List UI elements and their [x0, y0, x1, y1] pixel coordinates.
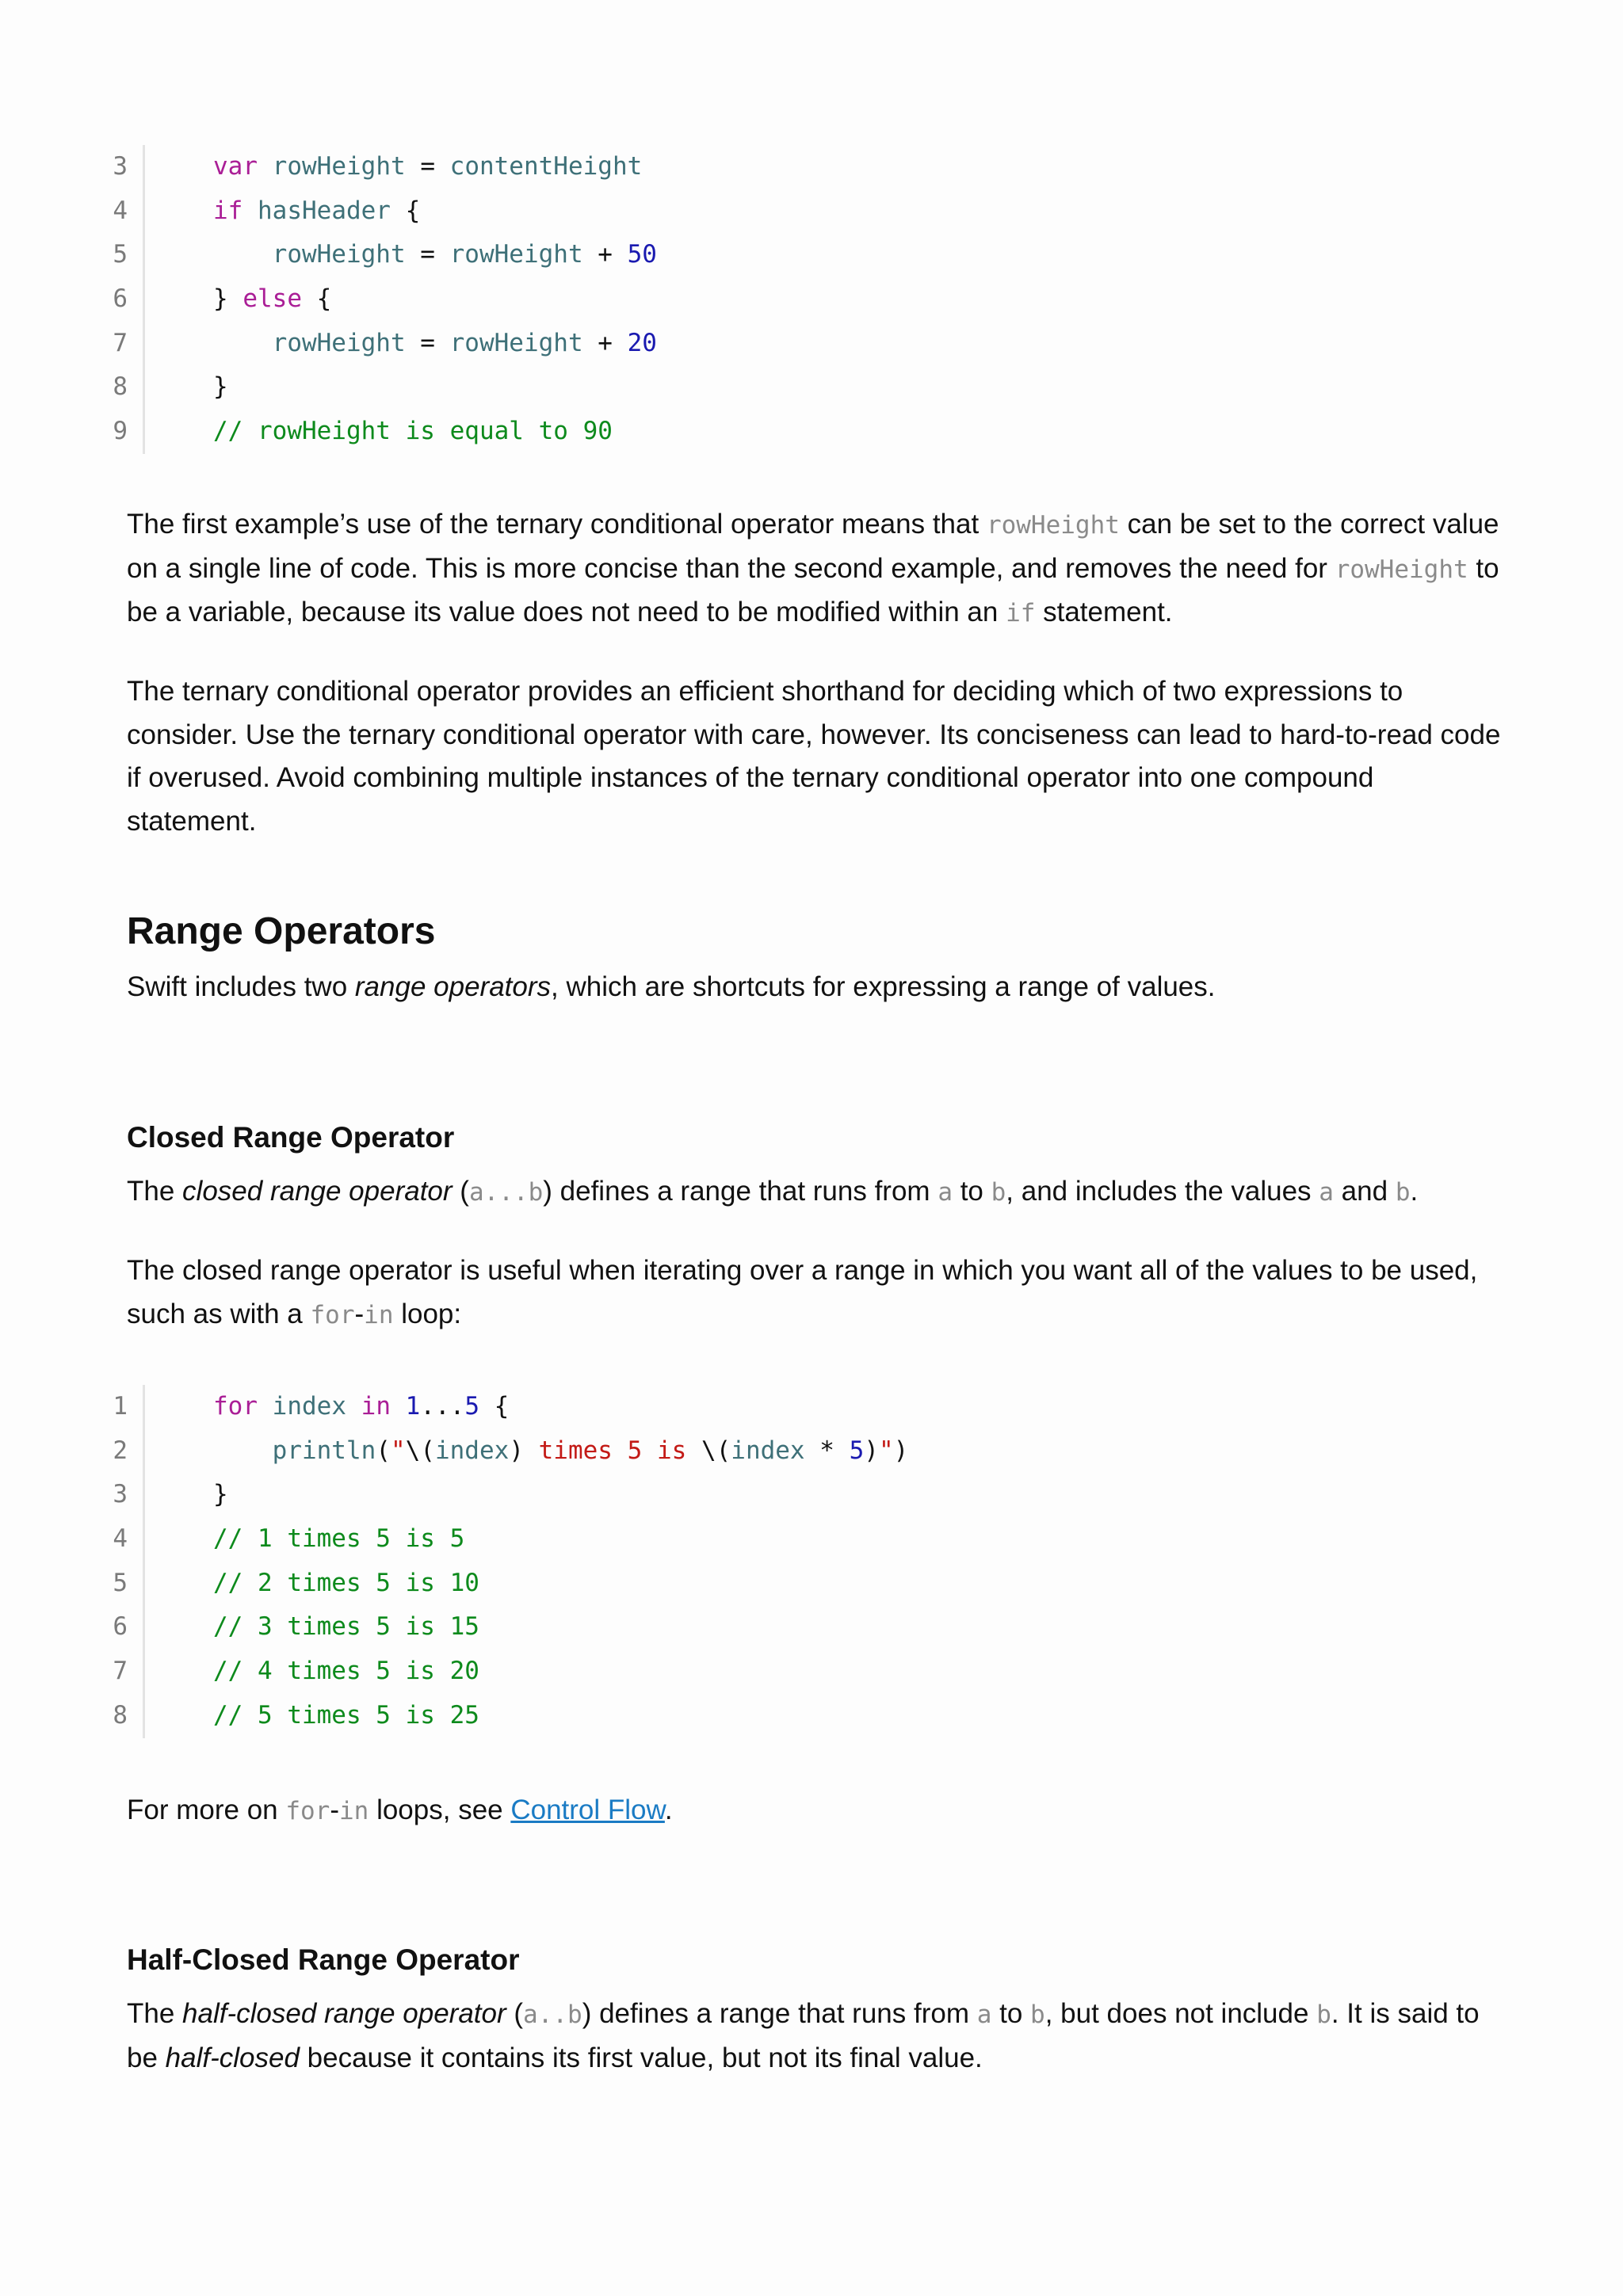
code-token: = [405, 328, 450, 357]
code-text [145, 1657, 479, 1685]
code-token: index [731, 1436, 805, 1465]
code-token: { [390, 196, 421, 225]
heading-closed-range-operator: Closed Range Operator [127, 1121, 455, 1154]
code-line [113, 189, 657, 234]
code-token: 20 [627, 328, 657, 357]
code-text [145, 1436, 908, 1465]
line-number: 6 [113, 1612, 128, 1642]
text: The [127, 1176, 183, 1207]
code-token: else [242, 284, 302, 314]
code-token: // rowHeight is equal to 90 [213, 417, 613, 446]
text: For more on [127, 1794, 286, 1825]
text: - [354, 1298, 365, 1329]
code-text [145, 152, 642, 181]
code-token: \( [405, 1436, 435, 1465]
line-number: 4 [113, 1524, 128, 1554]
paragraph-range-intro [127, 966, 1506, 1009]
code-token: var [213, 152, 258, 181]
code-token: + [582, 328, 628, 357]
inline-code: b [1316, 2000, 1331, 2029]
text: to be a variable, because its value does not need to be modified within an [127, 552, 1499, 627]
code-token: { [479, 1392, 510, 1421]
code-token: rowHeight [449, 328, 583, 357]
code-token: " [390, 1436, 406, 1465]
line-number: 9 [113, 417, 128, 446]
code-token: index [434, 1436, 510, 1465]
code-token: } [213, 1480, 228, 1509]
code-token: } [213, 372, 228, 402]
text: , which are shortcuts for expressing a range of values. [551, 971, 1216, 1002]
code-block-for-in [113, 1385, 909, 1738]
code-token [346, 1392, 361, 1421]
text: because it contains its first value, but not its final value. [299, 2042, 983, 2073]
code-line [113, 1694, 908, 1738]
emphasis: closed range operator [182, 1176, 453, 1207]
code-token: 1 [405, 1392, 421, 1421]
text: - [330, 1794, 340, 1825]
paragraph-more-on-loops [127, 1789, 1506, 1833]
code-token: ... [420, 1392, 465, 1421]
inline-code: rowHeight [986, 511, 1120, 540]
text: The closed range operator is useful when iterating over a range in which you want all of the values to be used, such as with a [127, 1255, 1478, 1329]
code-line [113, 1517, 908, 1562]
code-text [145, 1701, 479, 1730]
code-text [145, 1524, 464, 1553]
code-line [113, 410, 657, 454]
code-token: for [213, 1392, 258, 1421]
paragraph-half-closed-definition [127, 1993, 1506, 2080]
text: . It is said to be [127, 1998, 1480, 2073]
heading-range-operators: Range Operators [127, 910, 436, 952]
code-token: rowHeight [272, 240, 406, 269]
inline-code: a [938, 1178, 953, 1207]
line-number: 7 [113, 1657, 128, 1686]
code-token: // 5 times 5 is 25 [213, 1700, 479, 1730]
text: ( [452, 1176, 469, 1207]
code-token: // 4 times 5 is 20 [213, 1657, 479, 1686]
code-token: + [582, 240, 628, 269]
code-token: 50 [627, 240, 657, 269]
inline-code: a..b [523, 2000, 582, 2029]
code-line [113, 1385, 908, 1429]
text: The first example’s use of the ternary conditional operator means that [127, 509, 987, 540]
code-token [258, 1392, 273, 1421]
code-token: hasHeader [258, 196, 391, 225]
line-number: 8 [113, 372, 128, 402]
emphasis: half-closed range operator [182, 1998, 506, 2029]
line-number: 8 [113, 1700, 128, 1730]
code-text [145, 196, 420, 225]
code-token: index [272, 1392, 346, 1421]
text: ) defines a range that runs from [582, 1998, 977, 2029]
code-token: println [272, 1436, 376, 1465]
code-line [113, 1429, 909, 1474]
code-text [145, 372, 228, 401]
code-line [113, 1650, 908, 1694]
code-token: 5 [464, 1392, 480, 1421]
code-line [113, 233, 657, 277]
code-token: 5 [849, 1436, 865, 1465]
code-token: " [878, 1436, 894, 1465]
line-number: 5 [113, 1568, 128, 1597]
line-number: 3 [113, 152, 128, 181]
code-token: rowHeight [272, 328, 406, 357]
code-token: ) [509, 1436, 524, 1465]
text: ) defines a range that runs from [543, 1176, 938, 1207]
line-number: 7 [113, 328, 128, 357]
code-line [113, 277, 657, 322]
emphasis: range operators [354, 971, 552, 1002]
heading-half-closed-range-operator: Half-Closed Range Operator [127, 1943, 520, 1976]
inline-code: for [285, 1797, 330, 1825]
code-block-ternary [113, 145, 657, 454]
paragraph-closed-range-usage [127, 1249, 1506, 1337]
code-line [113, 322, 657, 366]
code-text [145, 284, 331, 313]
code-token: ) [893, 1436, 909, 1465]
code-token: = [405, 240, 450, 269]
code-token [258, 152, 273, 181]
code-token: // 3 times 5 is 15 [213, 1612, 479, 1642]
text: . [1410, 1176, 1419, 1207]
text: ( [506, 1998, 524, 2029]
inline-code: b [1395, 1178, 1411, 1207]
code-token: ( [376, 1436, 391, 1465]
code-line [113, 1562, 908, 1606]
inline-code: in [364, 1300, 394, 1329]
inline-code: if [1006, 599, 1036, 627]
code-token: \( [701, 1436, 731, 1465]
inline-code: b [991, 1178, 1006, 1207]
emphasis: half-closed [165, 2042, 300, 2073]
code-text [145, 1392, 509, 1421]
line-number: 4 [113, 196, 128, 225]
text: and [1333, 1176, 1396, 1207]
code-text [145, 1569, 479, 1597]
paragraph-ternary-advice: The ternary conditional operator provides an efficient shorthand for deciding which of two expressions to consider. Use the ternary conditional operator with care, however. Its conciseness can lead to hard-to-read code if overused. Avoid combining multiple instances of the ternary conditional operator into one compound statement. [127, 676, 1501, 837]
inline-code: rowHeight [1335, 555, 1468, 584]
code-token: * [804, 1436, 850, 1465]
code-token: in [361, 1392, 391, 1421]
line-number: 3 [113, 1480, 128, 1509]
code-text [145, 329, 657, 357]
code-token [213, 1436, 273, 1465]
text: , and includes the values [1006, 1176, 1319, 1207]
code-token: times 5 is [523, 1436, 701, 1465]
line-number: 5 [113, 240, 128, 269]
code-line [113, 1473, 908, 1517]
code-token: contentHeight [449, 152, 643, 181]
text: . [664, 1794, 673, 1825]
text: The [127, 1998, 183, 2029]
inline-code: a [976, 2000, 992, 2029]
code-text [145, 417, 613, 445]
control-flow-link[interactable]: Control Flow [510, 1794, 665, 1825]
inline-code: b [1030, 2000, 1045, 2029]
code-token: // 2 times 5 is 10 [213, 1568, 479, 1597]
text: to [952, 1176, 991, 1207]
code-token [213, 240, 273, 269]
code-token: // 1 times 5 is 5 [213, 1524, 465, 1554]
text: Swift includes two [127, 971, 355, 1002]
code-token: if [213, 196, 243, 225]
code-token: rowHeight [272, 152, 406, 181]
text: , but does not include [1044, 1998, 1317, 2029]
code-text [145, 1480, 228, 1508]
inline-code: in [339, 1797, 369, 1825]
line-number: 6 [113, 284, 128, 314]
code-text [145, 240, 657, 269]
inline-code: a...b [468, 1178, 544, 1207]
code-token: ) [864, 1436, 879, 1465]
code-line [113, 145, 657, 189]
code-line [113, 1605, 908, 1650]
paragraph-closed-range-definition [127, 1170, 1506, 1215]
code-token: rowHeight [449, 240, 583, 269]
text: loops, see [369, 1794, 511, 1825]
paragraph-ternary-explanation [127, 503, 1506, 635]
inline-code: a [1319, 1178, 1334, 1207]
code-token: = [405, 152, 450, 181]
code-text [145, 1612, 479, 1641]
text: to [991, 1998, 1031, 2029]
text: statement. [1035, 597, 1173, 627]
text: loop: [393, 1298, 462, 1329]
line-number: 1 [113, 1392, 128, 1421]
code-line [113, 365, 657, 410]
line-number: 2 [113, 1436, 128, 1465]
text: can be set to the correct value on a single line of code. This is more concise than the second example, and removes the need for [127, 509, 1499, 584]
code-token: { [301, 284, 332, 314]
inline-code: for [310, 1300, 355, 1329]
code-token [242, 196, 258, 225]
code-token [213, 329, 273, 357]
code-token: } [213, 284, 243, 314]
code-token [391, 1392, 406, 1421]
